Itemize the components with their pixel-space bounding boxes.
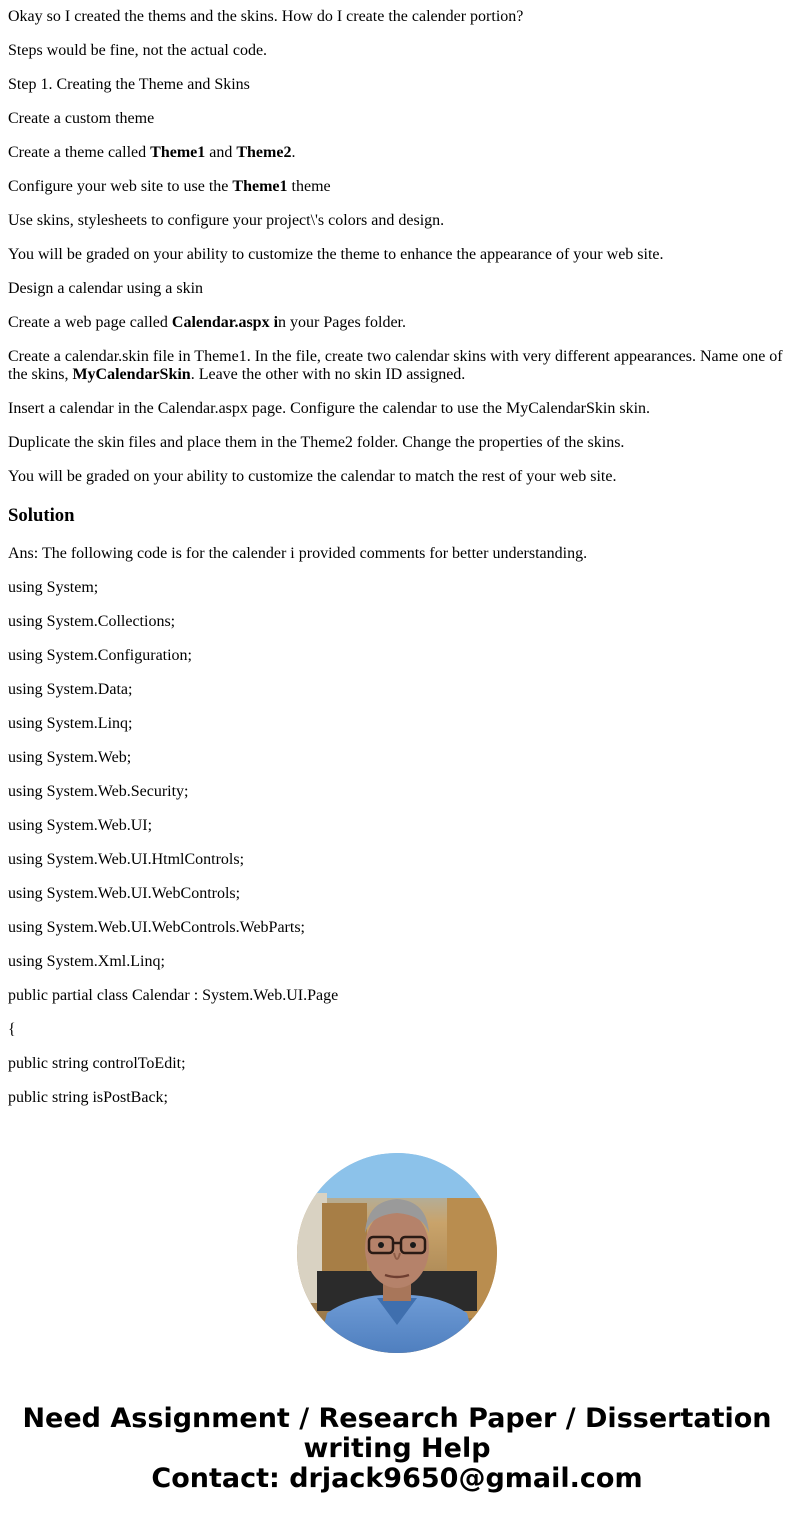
create-theme-line: Create a theme called Theme1 and Theme2. (8, 144, 296, 161)
code-line: using System.Xml.Linq; (8, 953, 165, 970)
duplicate-skins-line: Duplicate the skin files and place them in the Theme2 folder. Change the properties of the skins. (8, 434, 625, 451)
code-line: public string controlToEdit; (8, 1055, 186, 1072)
code-line: using System.Linq; (8, 715, 133, 732)
footer-line-1: Need Assignment / Research Paper / Dissertation (22, 1403, 772, 1434)
theme1-bold: Theme1 (232, 178, 288, 195)
code-line: using System.Web.UI.WebControls.WebParts; (8, 919, 305, 936)
code-line: using System.Web.UI; (8, 817, 153, 834)
code-line: using System.Data; (8, 681, 133, 698)
configure-theme-line: Configure your web site to use the Theme1 theme (8, 178, 331, 195)
answer-line: Ans: The following code is for the calender i provided comments for better understanding. (8, 545, 588, 562)
code-line: { (8, 1021, 16, 1038)
question-intro: Okay so I created the thems and the skins. How do I create the calender portion? (8, 8, 524, 25)
theme2-bold: Theme2 (236, 144, 292, 161)
step1-heading: Step 1. Creating the Theme and Skins (8, 76, 250, 93)
code-line: public partial class Calendar : System.Web.UI.Page (8, 987, 339, 1004)
skin-file-line: Create a calendar.skin file in Theme1. In the file, create two calendar skins with very different appearances. Name one of the skins, MyCalendarSkin. Leave the other with no skin ID assigned. (8, 348, 783, 383)
footer-line-2: writing Help (303, 1433, 491, 1464)
insert-calendar-line: Insert a calendar in the Calendar.aspx page. Configure the calendar to use the MyCalendarSkin skin. (8, 400, 651, 417)
my-calendar-skin-bold: MyCalendarSkin (72, 366, 191, 383)
graded-calendar-line: You will be graded on your ability to customize the calendar to match the rest of your web site. (8, 468, 617, 485)
code-line: using System.Web; (8, 749, 132, 766)
footer-contact-banner (0, 1404, 794, 1494)
steps-note: Steps would be fine, not the actual code. (8, 42, 268, 59)
code-line: using System.Web.UI.HtmlControls; (8, 851, 245, 868)
person-photo-icon (297, 1153, 497, 1353)
design-calendar-line: Design a calendar using a skin (8, 280, 204, 297)
create-custom-theme: Create a custom theme (8, 110, 155, 127)
code-line: public string isPostBack; (8, 1089, 168, 1106)
code-line: using System.Configuration; (8, 647, 192, 664)
calendar-aspx-bold: Calendar.aspx i (171, 314, 279, 331)
code-line: using System; (8, 579, 99, 596)
code-line: using System.Web.Security; (8, 783, 189, 800)
code-line: using System.Collections; (8, 613, 176, 630)
graded-theme-line: You will be graded on your ability to customize the theme to enhance the appearance of your web site. (8, 246, 664, 263)
code-line: using System.Web.UI.WebControls; (8, 885, 241, 902)
use-skins-line: Use skins, stylesheets to configure your project\'s colors and design. (8, 212, 445, 229)
create-page-line: Create a web page called Calendar.aspx in your Pages folder. (8, 314, 406, 331)
solution-heading: Solution (8, 505, 75, 526)
theme1-bold: Theme1 (150, 144, 206, 161)
footer-contact-email: Contact: drjack9650@gmail.com (151, 1463, 643, 1494)
